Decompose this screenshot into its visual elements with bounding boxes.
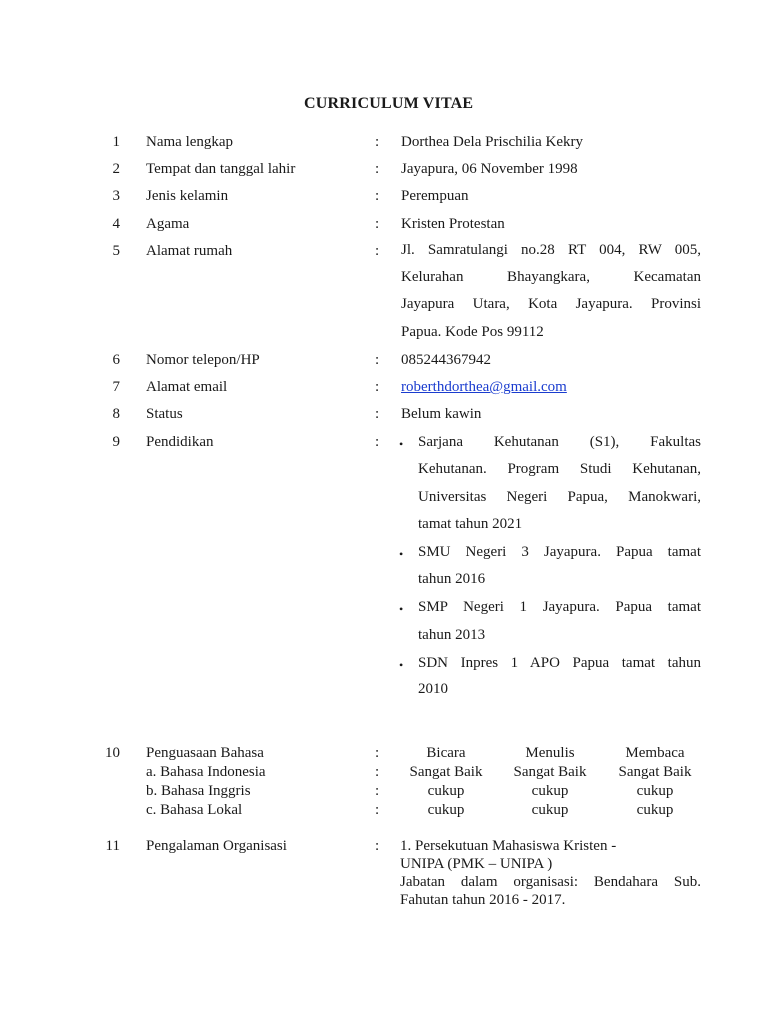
label-address: Alamat rumah bbox=[146, 243, 233, 259]
colon: : bbox=[375, 745, 380, 761]
language-level: cukup bbox=[636, 802, 674, 818]
address-line: Jayapura Utara, Kota Jayapura. Provinsi bbox=[401, 296, 701, 313]
label-status: Status bbox=[146, 406, 183, 422]
language-name: a. Bahasa Indonesia bbox=[146, 764, 266, 780]
education-line: tamat tahun 2021 bbox=[418, 516, 523, 532]
row-number: 3 bbox=[112, 188, 120, 204]
row-number: 2 bbox=[112, 161, 120, 177]
bullet-icon: • bbox=[399, 437, 404, 451]
language-level: Sangat Baik bbox=[409, 764, 483, 780]
row-number: 6 bbox=[112, 352, 120, 368]
bullet-icon: • bbox=[399, 658, 404, 672]
address-line: Jl. Samratulangi no.28 RT 004, RW 005, bbox=[401, 242, 701, 258]
label-organization: Pengalaman Organisasi bbox=[146, 838, 287, 854]
education-line: Universitas Negeri Papua, Manokwari, bbox=[418, 489, 701, 505]
colon: : bbox=[375, 352, 380, 368]
label-email: Alamat email bbox=[146, 379, 228, 395]
colon: : bbox=[375, 134, 380, 150]
colon: : bbox=[375, 379, 380, 395]
value-gender: Perempuan bbox=[401, 188, 469, 204]
colon: : bbox=[375, 802, 380, 818]
language-level: cukup bbox=[636, 783, 674, 799]
email-link[interactable]: roberthdorthea@gmail.com bbox=[401, 379, 567, 395]
colon: : bbox=[375, 838, 380, 854]
colon: : bbox=[375, 783, 380, 799]
organization-line: UNIPA (PMK – UNIPA ) bbox=[400, 856, 553, 872]
language-level: Sangat Baik bbox=[618, 764, 692, 780]
label-gender: Jenis kelamin bbox=[146, 188, 229, 204]
row-number: 10 bbox=[105, 745, 120, 761]
row-number: 9 bbox=[112, 434, 120, 450]
lang-header-speaking: Bicara bbox=[426, 745, 466, 761]
education-line: SMU Negeri 3 Jayapura. Papua tamat bbox=[418, 544, 701, 560]
language-level: cukup bbox=[427, 783, 465, 799]
value-full-name: Dorthea Dela Prischilia Kekry bbox=[401, 134, 584, 150]
address-line: Papua. Kode Pos 99112 bbox=[401, 323, 544, 340]
colon: : bbox=[375, 434, 380, 450]
value-phone: 085244367942 bbox=[401, 352, 491, 368]
colon: : bbox=[375, 161, 380, 177]
organization-line: Jabatan dalam organisasi: Bendahara Sub. bbox=[400, 874, 701, 890]
language-name: c. Bahasa Lokal bbox=[146, 802, 243, 818]
address-line: Kelurahan Bhayangkara, Kecamatan bbox=[401, 269, 701, 286]
organization-line: 1. Persekutuan Mahasiswa Kristen - bbox=[400, 838, 617, 854]
colon: : bbox=[375, 243, 380, 259]
language-level: cukup bbox=[427, 802, 465, 818]
language-level: cukup bbox=[531, 802, 569, 818]
lang-header-writing: Menulis bbox=[525, 745, 575, 761]
label-full-name: Nama lengkap bbox=[146, 134, 234, 150]
row-number: 7 bbox=[112, 379, 120, 395]
education-line: tahun 2016 bbox=[418, 571, 486, 587]
education-line: SMP Negeri 1 Jayapura. Papua tamat bbox=[418, 599, 701, 615]
lang-header-reading: Membaca bbox=[625, 745, 685, 761]
education-line: Kehutanan. Program Studi Kehutanan, bbox=[418, 461, 701, 477]
bullet-icon: • bbox=[399, 602, 404, 616]
row-number: 11 bbox=[105, 838, 120, 854]
page-title: CURRICULUM VITAE bbox=[304, 95, 474, 112]
label-education: Pendidikan bbox=[146, 434, 214, 450]
education-line: 2010 bbox=[418, 681, 448, 697]
education-line: Sarjana Kehutanan (S1), Fakultas bbox=[418, 434, 701, 450]
value-religion: Kristen Protestan bbox=[401, 216, 505, 232]
value-status: Belum kawin bbox=[401, 406, 482, 422]
label-birth: Tempat dan tanggal lahir bbox=[146, 161, 296, 177]
education-line: SDN Inpres 1 APO Papua tamat tahun bbox=[418, 655, 701, 671]
value-birth: Jayapura, 06 November 1998 bbox=[401, 161, 578, 177]
row-number: 5 bbox=[112, 243, 120, 259]
language-level: Sangat Baik bbox=[513, 764, 587, 780]
label-religion: Agama bbox=[146, 216, 190, 232]
bullet-icon: • bbox=[399, 547, 404, 561]
colon: : bbox=[375, 764, 380, 780]
row-number: 1 bbox=[112, 134, 120, 150]
language-level: cukup bbox=[531, 783, 569, 799]
colon: : bbox=[375, 216, 380, 232]
colon: : bbox=[375, 188, 380, 204]
language-name: b. Bahasa Inggris bbox=[146, 783, 251, 799]
value-address bbox=[401, 237, 701, 346]
colon: : bbox=[375, 406, 380, 422]
label-phone: Nomor telepon/HP bbox=[146, 352, 260, 368]
organization-line: Fahutan tahun 2016 - 2017. bbox=[400, 892, 566, 908]
label-languages: Penguasaan Bahasa bbox=[146, 745, 264, 761]
row-number: 8 bbox=[112, 406, 120, 422]
row-number: 4 bbox=[112, 216, 120, 232]
education-line: tahun 2013 bbox=[418, 627, 486, 643]
